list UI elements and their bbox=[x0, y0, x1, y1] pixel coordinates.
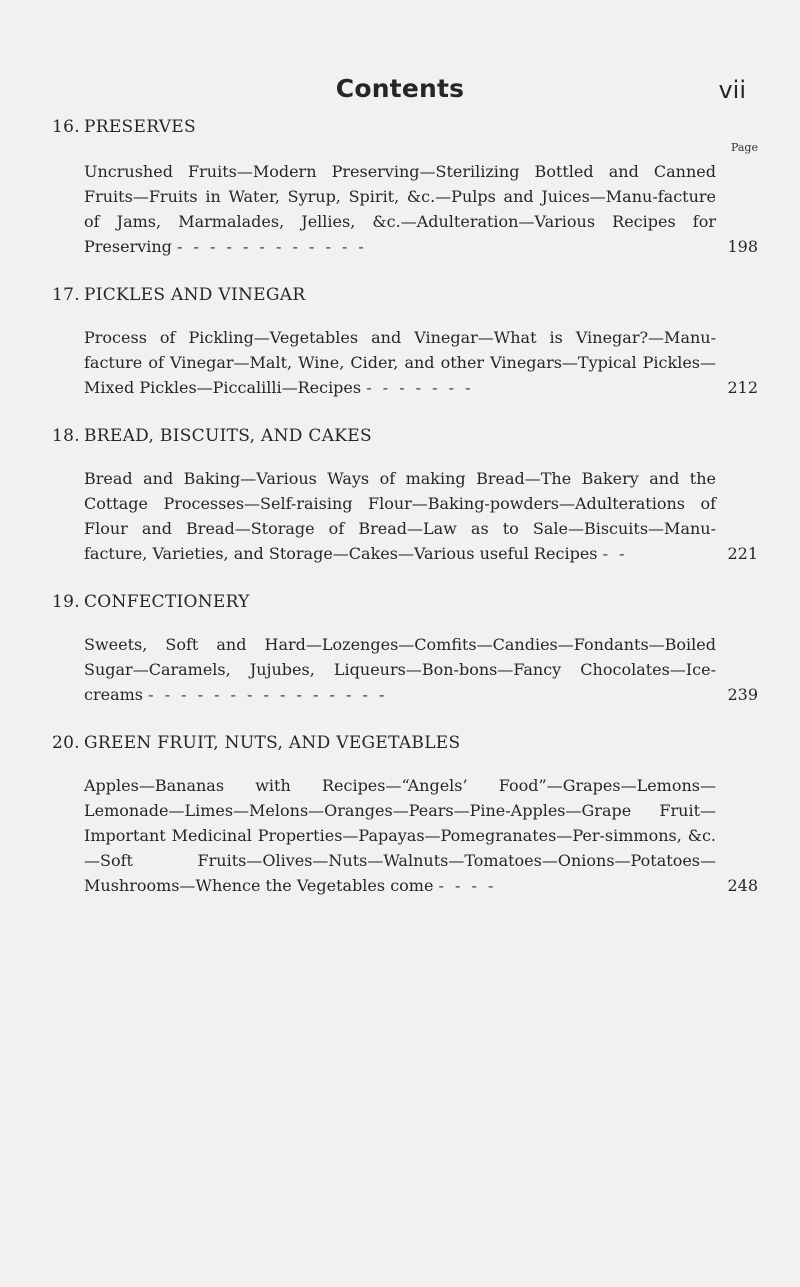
dot-leader: - - - - bbox=[438, 876, 497, 895]
entry-heading bbox=[52, 733, 758, 763]
entry-heading bbox=[52, 592, 758, 622]
contents-entry bbox=[52, 733, 758, 898]
chapter-number: 19. bbox=[52, 592, 80, 612]
chapter-title: PICKLES AND VINEGAR bbox=[84, 285, 306, 305]
description-text: Uncrushed Fruits—Modern Preserving—Sterilizing Bottled and Canned Fruits—Fruits in Water, Syrup, Spirit, &c.—Pulps and Juices—Manu-facture of Jams, Marmalades, Jellies, &c.—Adulteration—Various Recipes for Preserving bbox=[84, 162, 716, 256]
page-number: 198 bbox=[727, 237, 758, 256]
description-text: Apples—Bananas with Recipes—“Angels’ Food”—Grapes—Lemons—Lemonade—Limes—Melons—Oranges—Pears—Pine-Apples—Grape Fruit—Important Medicinal Properties—Papayas—Pomegranates—Per-simmons, &c.—Soft Fruits—Olives—Nuts—Walnuts—Tomatoes—Onions—Potatoes—Mushrooms—Whence the Vegetables come bbox=[84, 776, 716, 895]
contents-entry bbox=[52, 592, 758, 707]
contents-list bbox=[52, 117, 758, 924]
page-number: 221 bbox=[727, 544, 758, 563]
entry-heading bbox=[52, 285, 758, 315]
contents-entry bbox=[52, 117, 758, 259]
contents-entry bbox=[52, 285, 758, 400]
page-title: Contents bbox=[335, 74, 465, 103]
contents-entry bbox=[52, 426, 758, 566]
page-number: 239 bbox=[727, 685, 758, 704]
chapter-description bbox=[84, 466, 758, 566]
running-head bbox=[0, 74, 800, 114]
chapter-description bbox=[84, 773, 758, 898]
chapter-number: 17. bbox=[52, 285, 80, 305]
page-number: 212 bbox=[727, 378, 758, 397]
chapter-description bbox=[84, 325, 758, 400]
dot-leader: - - - - - - - - - - - - - - - bbox=[148, 685, 388, 704]
chapter-title: GREEN FRUIT, NUTS, AND VEGETABLES bbox=[84, 733, 461, 753]
description-text: Bread and Baking—Various Ways of making Bread—The Bakery and the Cottage Processes—Self-raising Flour—Baking-powders—Adulterations of Flour and Bread—Storage of Bread—Law as to Sale—Biscuits—Manu-facture, Varieties, and Storage—Cakes—Various useful Recipes bbox=[84, 469, 716, 563]
chapter-number: 20. bbox=[52, 733, 80, 753]
page-column-label: Page bbox=[730, 141, 758, 154]
chapter-number: 16. bbox=[52, 117, 80, 137]
chapter-title: CONFECTIONERY bbox=[84, 592, 250, 612]
entry-heading bbox=[52, 117, 758, 147]
dot-leader: - - - - - - - - - - - - bbox=[177, 237, 367, 256]
chapter-title: BREAD, BISCUITS, AND CAKES bbox=[84, 426, 372, 446]
description-text: Sweets, Soft and Hard—Lozenges—Comfits—Candies—Fondants—Boiled Sugar—Caramels, Jujubes, Liqueurs—Bon-bons—Fancy Chocolates—Ice-creams bbox=[84, 635, 716, 704]
entry-heading bbox=[52, 426, 758, 456]
dot-leader: - - - - - - - bbox=[366, 378, 474, 397]
chapter-description bbox=[84, 632, 758, 707]
page-number: 248 bbox=[727, 876, 758, 895]
chapter-description bbox=[84, 159, 758, 259]
dot-leader: - - bbox=[602, 544, 628, 563]
chapter-title: PRESERVES bbox=[84, 117, 196, 137]
description-text: Process of Pickling—Vegetables and Vinegar—What is Vinegar?—Manu-facture of Vinegar—Malt, Wine, Cider, and other Vinegars—Typical Pickles—Mixed Pickles—Piccalilli—Recipes bbox=[84, 328, 716, 397]
chapter-number: 18. bbox=[52, 426, 80, 446]
page-folio: vii bbox=[718, 76, 746, 104]
